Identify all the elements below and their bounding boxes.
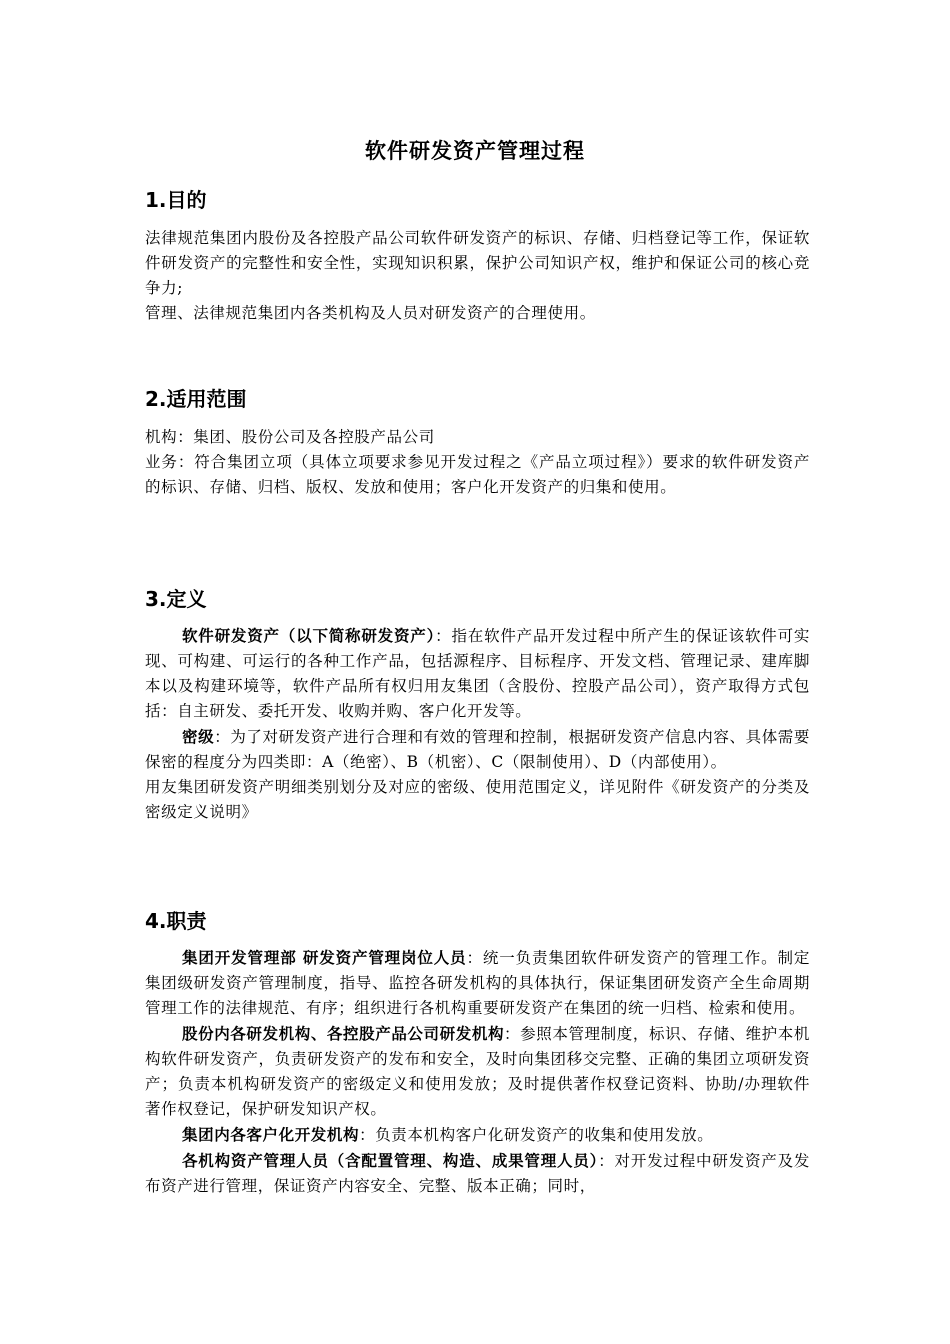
section-heading-duty: 4.职责 (145, 909, 207, 933)
duty-3-term: 集团内各客户化开发机构 (182, 1125, 360, 1144)
duty-4-text: ：对开发过程中研发资产及发布资产进行管理，保证资产内容安全、完整、版本正确；同时， (145, 1152, 810, 1195)
definition-asset (145, 623, 810, 724)
duty-rd-organizations (145, 1021, 810, 1122)
section-scope (145, 385, 810, 500)
purpose-paragraph-1: 法律规范集团内股份及各控股产品公司软件研发资产的标识、存储、归档登记等工作，保证软件研发资产的完整性和安全性，实现知识积累，保护公司知识产权，维护和保证公司的核心竞争力; (145, 229, 810, 297)
section-heading-scope: 2.适用范围 (145, 387, 247, 411)
section-duty (145, 907, 810, 1199)
definition-secret-term: 密级 (182, 727, 215, 746)
scope-business-text: ：符合集团立项（具体立项要求参见开发过程之《产品立项过程》）要求的软件研发资产的标识、存储、归档、版权、发放和使用；客户化开发资产的归集和使用。 (145, 453, 811, 496)
duty-2-term: 股份内各研发机构、各控股产品公司研发机构 (182, 1024, 505, 1043)
section-heading-definition: 3.定义 (145, 587, 207, 611)
definition-asset-text: ：指在软件产品开发过程中所产生的保证该软件可实现、可构建、可运行的各种工作产品，包括源程序、目标程序、开发文档、管理记录、建库脚本以及构建环境等，软件产品所有权归用友集团（含股份、控股产品公司），资产取得方式包括：自主研发、委托开发、收购并购、客户化开发等。 (145, 627, 810, 720)
scope-organization-text: ：集团、股份公司及各控股产品公司 (177, 428, 435, 446)
definition-note: 用友集团研发资产明细类别划分及对应的密级、使用范围定义，详见附件《研发资产的分类及密级定义说明》 (145, 778, 810, 821)
duty-customization-organizations (145, 1122, 810, 1148)
duty-4-term: 各机构资产管理人员（含配置管理、构造、成果管理人员） (182, 1151, 599, 1170)
section-definition (145, 585, 810, 825)
scope-organization (145, 425, 810, 450)
scope-business-label: 业务 (145, 453, 178, 471)
duty-1-text: ：统一负责集团软件研发资产的管理工作。制定集团级研发资产管理制度，指导、监控各研发机构的具体执行，保证集团研发资产全生命周期管理工作的法律规范、有序；组织进行各机构重要研发资产在集团的统一归档、检索和使用。 (145, 949, 810, 1017)
duty-1-term: 集团开发管理部 研发资产管理岗位人员 (182, 948, 467, 967)
section-purpose (145, 186, 810, 326)
duty-2-text: ：参照本管理制度，标识、存储、维护本机构软件研发资产，负责研发资产的发布和安全，及时向集团移交完整、正确的集团立项研发资产；负责本机构研发资产的密级定义和使用发放；及时提供著作权登记资料、协助/办理软件著作权登记，保护研发知识产权。 (145, 1025, 810, 1118)
scope-organization-label: 机构 (145, 428, 178, 446)
scope-business (145, 450, 810, 500)
duty-asset-managers (145, 1148, 810, 1199)
section-heading-purpose: 1.目的 (145, 188, 207, 212)
duty-group-dev-management (145, 945, 810, 1021)
document-title: 软件研发资产管理过程 (365, 138, 585, 163)
definition-asset-term: 软件研发资产（以下简称研发资产） (182, 626, 436, 645)
purpose-paragraph-2: 管理、法律规范集团内各类机构及人员对研发资产的合理使用。 (145, 304, 596, 322)
definition-secret-text: ：为了对研发资产进行合理和有效的管理和控制，根据研发资产信息内容、具体需要保密的程度分为四类即：A（绝密）、B（机密）、C（限制使用）、D（内部使用）。 (145, 728, 811, 771)
duty-3-text: ：负责本机构客户化研发资产的收集和使用发放。 (359, 1126, 714, 1144)
definition-secret-level (145, 724, 810, 775)
